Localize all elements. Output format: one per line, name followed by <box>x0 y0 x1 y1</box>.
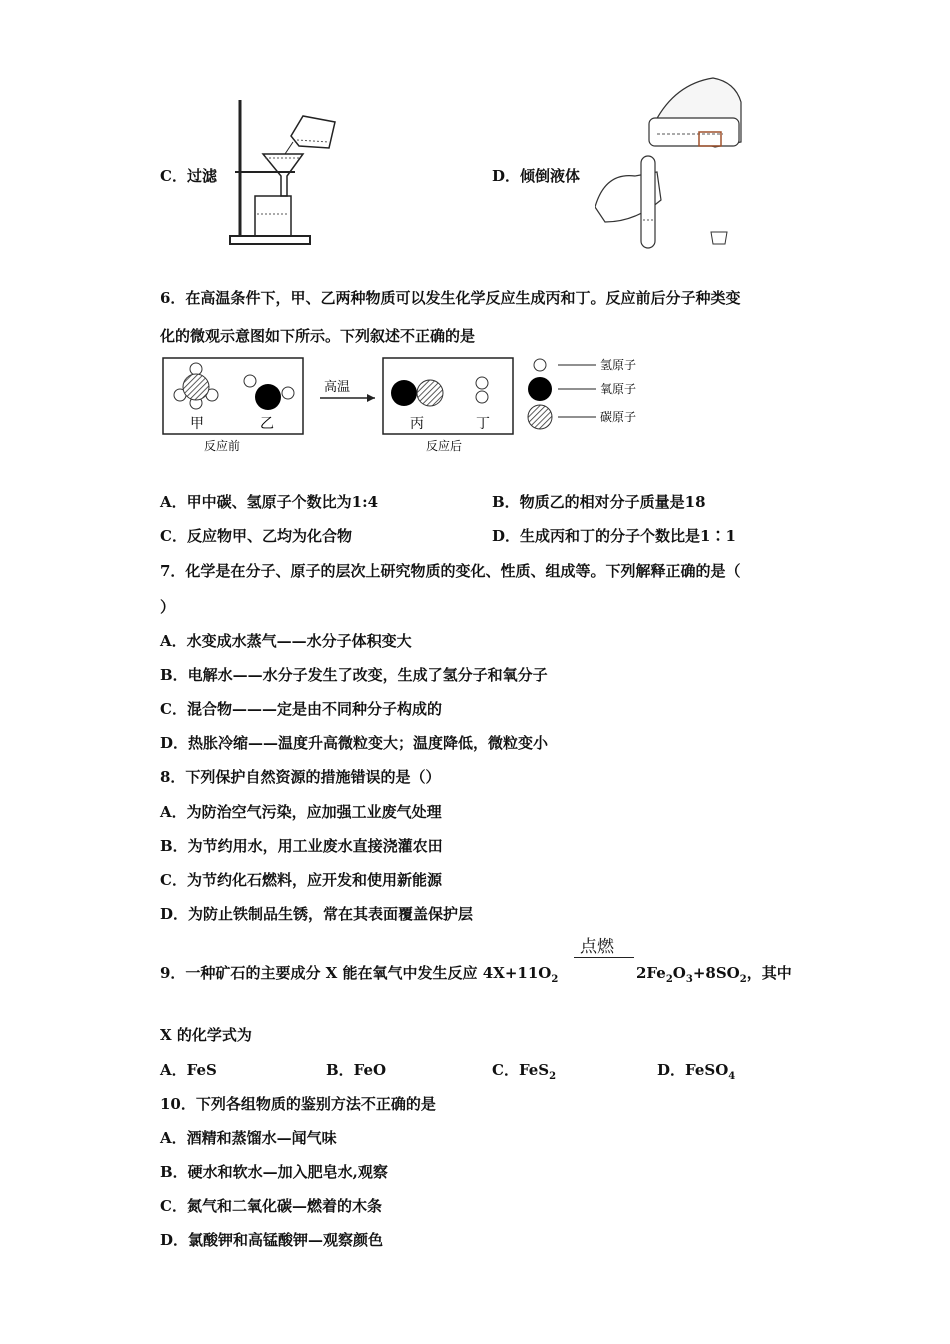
q7-stem-line1: 7．化学是在分子、原子的层次上研究物质的变化、性质、组成等。下列解释正确的是（ <box>160 562 741 580</box>
fe-subscript-2: 3 <box>685 974 693 985</box>
pouring-liquid-illustration <box>595 72 745 252</box>
q7-option-a: A．水变成水蒸气——水分子体积变大 <box>160 632 412 650</box>
fe-subscript-1: 2 <box>665 974 673 985</box>
filtration-illustration <box>225 96 345 248</box>
legend-h-label: 氢原子 <box>600 358 637 372</box>
label-yi: 乙 <box>260 416 274 432</box>
water-h-atom <box>244 375 256 387</box>
methane-c-atom <box>183 374 209 400</box>
product-o: O <box>672 964 686 982</box>
q9-option-d-subscript: 4 <box>728 1071 736 1082</box>
q6-option-b: B．物质乙的相对分子质量是18 <box>492 493 706 511</box>
h2-h-atom <box>476 377 488 389</box>
methane-h-atom <box>190 363 202 375</box>
q6-option-c: C．反应物甲、乙均为化合物 <box>160 527 352 545</box>
reaction-condition: 点燃 <box>580 937 614 957</box>
co-o-atom <box>391 380 417 406</box>
water-h-atom <box>282 387 294 399</box>
reaction-arrow-line <box>574 957 634 958</box>
legend-h-icon <box>534 359 546 371</box>
q9-stem-post: ，其中 <box>746 964 792 982</box>
arrow-condition-label: 高温 <box>324 380 351 395</box>
q9-option-d-text: D．FeSO <box>657 1061 729 1079</box>
legend-o-icon <box>528 377 552 401</box>
q5-option-c: C．过滤 <box>160 167 217 185</box>
q7-option-c: C．混合物———定是由不同种分子构成的 <box>160 700 442 718</box>
q9-products <box>636 962 792 985</box>
q8-option-b: B．为节约用水，用工业废水直接浇灌农田 <box>160 837 443 855</box>
q9-option-b: B．FeO <box>326 1061 387 1079</box>
legend-c-icon <box>528 405 552 429</box>
co-c-atom <box>417 380 443 406</box>
q10-stem: 10．下列各组物质的鉴别方法不正确的是 <box>160 1095 436 1113</box>
q7-option-d: D．热胀冷缩——温度升高微粒变大；温度降低，微粒变小 <box>160 734 549 752</box>
q10-option-a: A．酒精和蒸馏水—闻气味 <box>160 1129 337 1147</box>
product-fe: 2Fe <box>636 964 666 982</box>
q7-option-b: B．电解水——水分子发生了改变，生成了氢分子和氧分子 <box>160 666 548 684</box>
q9-option-c-text: C．FeS <box>492 1061 550 1079</box>
q7-stem-line2: ） <box>160 598 176 616</box>
q10-option-b: B．硬水和软水—加入肥皂水,观察 <box>160 1163 388 1181</box>
product-s: +8SO <box>692 964 740 982</box>
q9-option-c <box>492 1059 556 1082</box>
q6-stem-line1: 6．在高温条件下，甲、乙两种物质可以发生化学反应生成丙和丁。反应前后分子种类变 <box>160 289 741 307</box>
q9-option-d <box>657 1059 735 1082</box>
caption-before: 反应前 <box>204 439 241 453</box>
label-bing: 丙 <box>410 416 424 432</box>
o2-subscript: 2 <box>551 974 559 985</box>
q10-option-c: C．氮气和二氧化碳—燃着的木条 <box>160 1197 382 1215</box>
legend-c-label: 碳原子 <box>600 410 637 424</box>
water-o-atom <box>255 384 281 410</box>
so-subscript: 2 <box>739 974 747 985</box>
q8-option-c: C．为节约化石燃料，应开发和使用新能源 <box>160 871 442 889</box>
q6-reaction-diagram <box>160 355 660 457</box>
q6-stem-line2: 化的微观示意图如下所示。下列叙述不正确的是 <box>160 327 476 345</box>
h2-h-atom <box>476 391 488 403</box>
caption-after: 反应后 <box>426 439 463 453</box>
q9-stem-line2: X 的化学式为 <box>160 1026 252 1044</box>
legend-o-label: 氧原子 <box>600 382 637 396</box>
q6-option-a: A．甲中碳、氢原子个数比为1:4 <box>160 493 379 511</box>
q10-option-d: D．氯酸钾和高锰酸钾—观察颜色 <box>160 1231 384 1249</box>
q5-option-d: D．倾倒液体 <box>492 167 581 185</box>
q9-stem-pre: 9．一种矿石的主要成分 X 能在氧气中发生反应 4X+11O <box>160 964 552 982</box>
q8-option-a: A．为防治空气污染，应加强工业废气处理 <box>160 803 442 821</box>
q9-option-a: A．FeS <box>160 1061 217 1079</box>
q9-option-c-subscript: 2 <box>549 1071 557 1082</box>
q8-option-d: D．为防止铁制品生锈，常在其表面覆盖保护层 <box>160 905 474 923</box>
label-jia: 甲 <box>190 416 204 432</box>
q8-stem: 8．下列保护自然资源的措施错误的是（） <box>160 768 441 786</box>
q9-stem-line1 <box>160 962 558 985</box>
q6-option-d: D．生成丙和丁的分子个数比是1∶1 <box>492 527 736 545</box>
label-ding: 丁 <box>476 416 490 432</box>
